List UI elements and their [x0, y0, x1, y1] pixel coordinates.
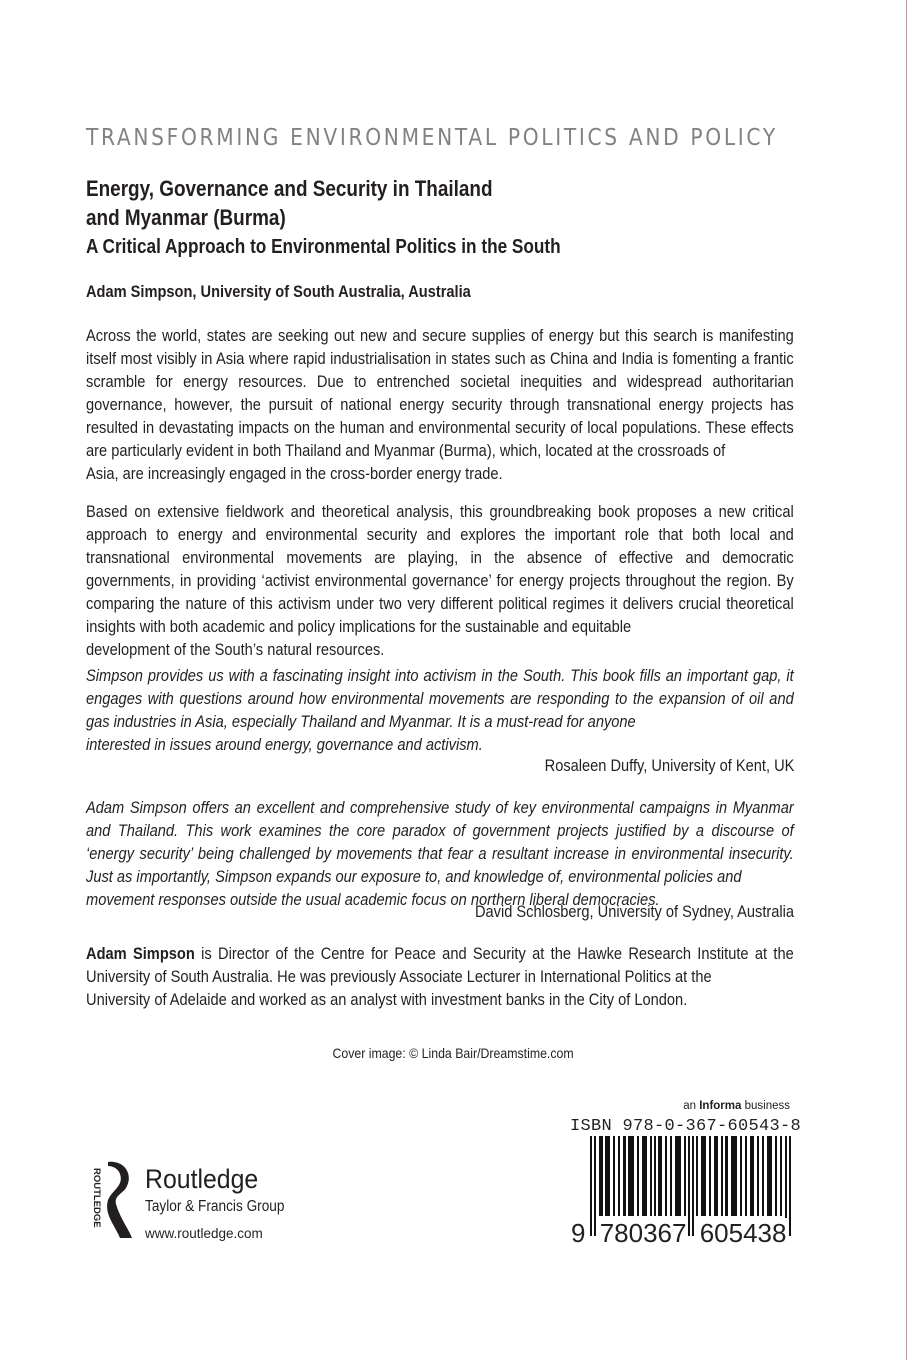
- author-bio-name: Adam Simpson: [86, 944, 195, 963]
- cover-image-credit: Cover image: © Linda Bair/Dreamstime.com: [332, 1045, 575, 1061]
- series-title: TRANSFORMING ENVIRONMENTAL POLITICS AND POLICY: [86, 123, 778, 151]
- description-paragraph-1: Across the world, states are seeking out new and secure supplies of energy but this search is manifesting itself most visibly in Asia where rapid industrialisation in states such as China and India is fomenting a frantic scramble for energy resources. Due to entrenched societal inequities and widespread authoritarian governance, however, the pursuit of national energy security through transnational energy projects has resulted in devastating impacts on the human and environmental security of local populations. These effects are particularly evident in both Thailand and Myanmar (Burma), which, located at the crossroads of Asia, are increasingly engaged in the cross-border energy trade.: [86, 326, 794, 483]
- endorsement-quote-1: Simpson provides us with a fascinating insight into activism in the South. This book fills an important gap, it engages with questions around how environmental movements are responding to the expansion of oil and gas industries in Asia, especially Thailand and Myanmar. It is a must-read for anyone interested in issues around energy, governance and activism.: [86, 666, 794, 754]
- author-line: Adam Simpson, University of South Australia, Australia: [86, 282, 471, 301]
- book-title-line-2: and Myanmar (Burma): [86, 205, 286, 230]
- informa-business-label: an Informa business: [683, 1100, 790, 1112]
- author-bio: Adam Simpson is Director of the Centre for Peace and Security at the Hawke Research Institute at the University of South Australia. He was previously Associate Lecturer in International Politics at the University of Adelaide and worked as an analyst with investment banks in the City of London.: [86, 944, 794, 1009]
- endorsement-attribution-2: David Schlosberg, University of Sydney, Australia: [474, 902, 794, 921]
- svg-text:ROUTLEDGE: ROUTLEDGE: [91, 1168, 102, 1228]
- barcode-digits: 9 780367 605438: [571, 1218, 787, 1248]
- endorsement-quote-2: Adam Simpson offers an excellent and comprehensive study of key environmental campaigns in Myanmar and Thailand. This work examines the core paradox of government projects justified by a discourse of ‘energy security’ being challenged by movements that fear a resultant increase in environmental insecurity. Just as importantly, Simpson expands our exposure to, and knowledge of, environmental policies and movement responses outside the usual academic focus on northern liberal democracies.: [86, 798, 794, 909]
- book-subtitle: A Critical Approach to Environmental Politics in the South: [86, 236, 561, 258]
- endorsement-attribution-1: Rosaleen Duffy, University of Kent, UK: [544, 756, 794, 775]
- publisher-name: Routledge: [145, 1164, 259, 1194]
- description-paragraph-2: Based on extensive fieldwork and theoretical analysis, this groundbreaking book proposes a new critical approach to energy and environmental security and explores the important role that both local and transnational environmental movements are playing, in the absence of effective and democratic governments, in providing ‘activist environmental governance’ for energy projects throughout the region. By comparing the nature of this activism under two very different political regimes it delivers crucial theoretical insights with both academic and policy implications for the sustainable and equitable development of the South’s natural resources.: [86, 502, 794, 659]
- book-title-line-1: Energy, Governance and Security in Thailand: [86, 176, 493, 201]
- publisher-group: Taylor & Francis Group: [145, 1198, 285, 1215]
- publisher-url[interactable]: www.routledge.com: [145, 1226, 263, 1241]
- book-title: [86, 174, 493, 232]
- isbn-label: ISBN 978-0-367-60543-8: [570, 1117, 802, 1136]
